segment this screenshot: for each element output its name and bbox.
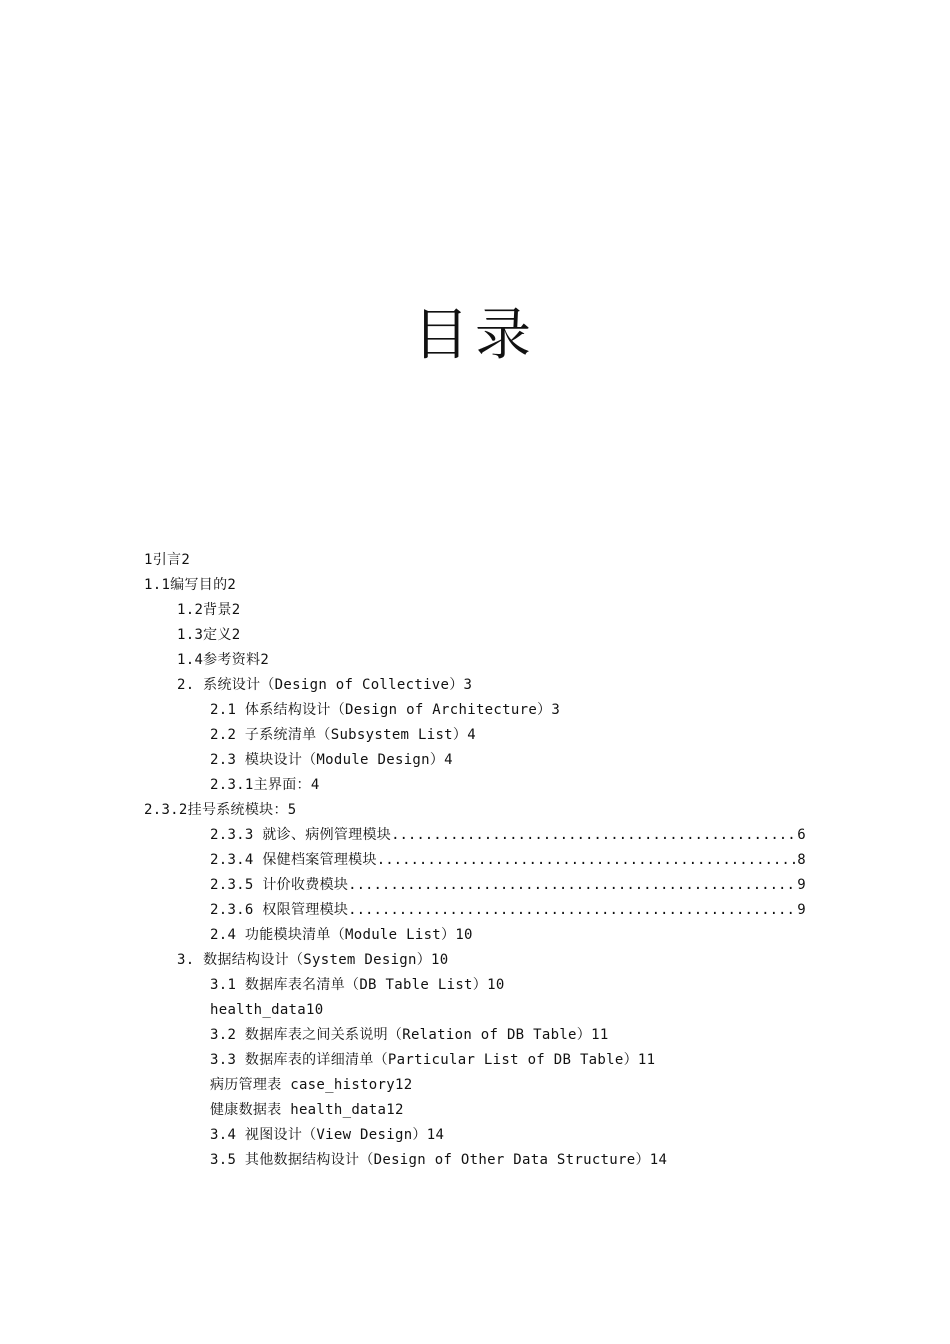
toc-entry[interactable] (210, 748, 453, 773)
toc-entry-text: 1.1编写目的2 (144, 577, 237, 593)
toc-entry[interactable] (210, 873, 806, 898)
toc-dot-leader (348, 898, 797, 923)
toc-entry-text: 2.3.1主界面：4 (210, 777, 320, 793)
toc-entry-text: 3.3 数据库表的详细清单（Particular List of DB Table）11 (210, 1052, 656, 1068)
toc-entry-text: 2.3.3 就诊、病例管理模块 (210, 827, 392, 843)
toc-entry[interactable] (210, 823, 806, 848)
toc-entry-text: 3. 数据结构设计（System Design）10 (177, 952, 449, 968)
toc-entry[interactable] (210, 723, 476, 748)
toc-entry[interactable] (177, 598, 241, 623)
toc-entry[interactable] (210, 773, 320, 798)
toc-entry[interactable] (210, 698, 560, 723)
toc-page-number: 6 (797, 827, 806, 843)
toc-entry-text: 2.1 体系结构设计（Design of Architecture）3 (210, 702, 561, 718)
toc-entry[interactable] (144, 548, 190, 573)
toc-entry[interactable] (210, 1023, 609, 1048)
toc-entry-text: 病历管理表 case_history12 (210, 1077, 413, 1093)
toc-entry-text: 3.1 数据库表名清单（DB Table List）10 (210, 977, 505, 993)
toc-entry[interactable] (210, 1123, 444, 1148)
toc-entry-text: 2.3.5 计价收费模块 (210, 877, 349, 893)
toc-entry-text: 2.4 功能模块清单（Module List）10 (210, 927, 473, 943)
toc-page-number: 9 (797, 877, 806, 893)
toc-entry[interactable] (210, 1098, 404, 1123)
toc-entry-text: 2. 系统设计（Design of Collective）3 (177, 677, 473, 693)
toc-entry-text: 健康数据表 health_data12 (210, 1102, 404, 1118)
toc-dot-leader (377, 848, 797, 873)
toc-entry-text: 2.3.2挂号系统模块：5 (144, 802, 297, 818)
toc-entry-text: 3.2 数据库表之间关系说明（Relation of DB Table）11 (210, 1027, 609, 1043)
toc-page-number: 8 (797, 852, 806, 868)
toc-dot-leader (391, 823, 797, 848)
toc-entry[interactable] (177, 648, 269, 673)
toc-entry[interactable] (210, 923, 473, 948)
toc-page-number: 9 (797, 902, 806, 918)
toc-entry[interactable] (210, 898, 806, 923)
toc-entry[interactable] (144, 573, 236, 598)
toc-entry[interactable] (144, 798, 296, 823)
toc-entry-text: 2.2 子系统清单（Subsystem List）4 (210, 727, 476, 743)
toc-entry[interactable] (210, 1073, 412, 1098)
page-title: 目录 (413, 303, 537, 368)
toc-entry-text: 1.3定义2 (177, 627, 241, 643)
toc-entry-text: health_data10 (210, 1002, 324, 1018)
toc-entry-text: 3.5 其他数据结构设计（Design of Other Data Structure）14 (210, 1152, 668, 1168)
toc-entry-text: 3.4 视图设计（View Design）14 (210, 1127, 445, 1143)
toc-entry[interactable] (210, 1148, 667, 1173)
toc-entry[interactable] (210, 998, 323, 1023)
toc-entry[interactable] (177, 623, 241, 648)
toc-entry-text: 2.3 模块设计（Module Design）4 (210, 752, 453, 768)
toc-entry[interactable] (177, 673, 472, 698)
toc-dot-leader (348, 873, 797, 898)
toc-entry[interactable] (177, 948, 449, 973)
toc-entry-text: 1.2背景2 (177, 602, 241, 618)
toc-entry-text: 2.3.4 保健档案管理模块 (210, 852, 377, 868)
toc-entry[interactable] (210, 848, 806, 873)
toc-entry[interactable] (210, 973, 505, 998)
toc-entry-text: 1.4参考资料2 (177, 652, 270, 668)
toc-entry-text: 2.3.6 权限管理模块 (210, 902, 349, 918)
toc-entry[interactable] (210, 1048, 655, 1073)
toc-entry-text: 1引言2 (144, 552, 191, 568)
